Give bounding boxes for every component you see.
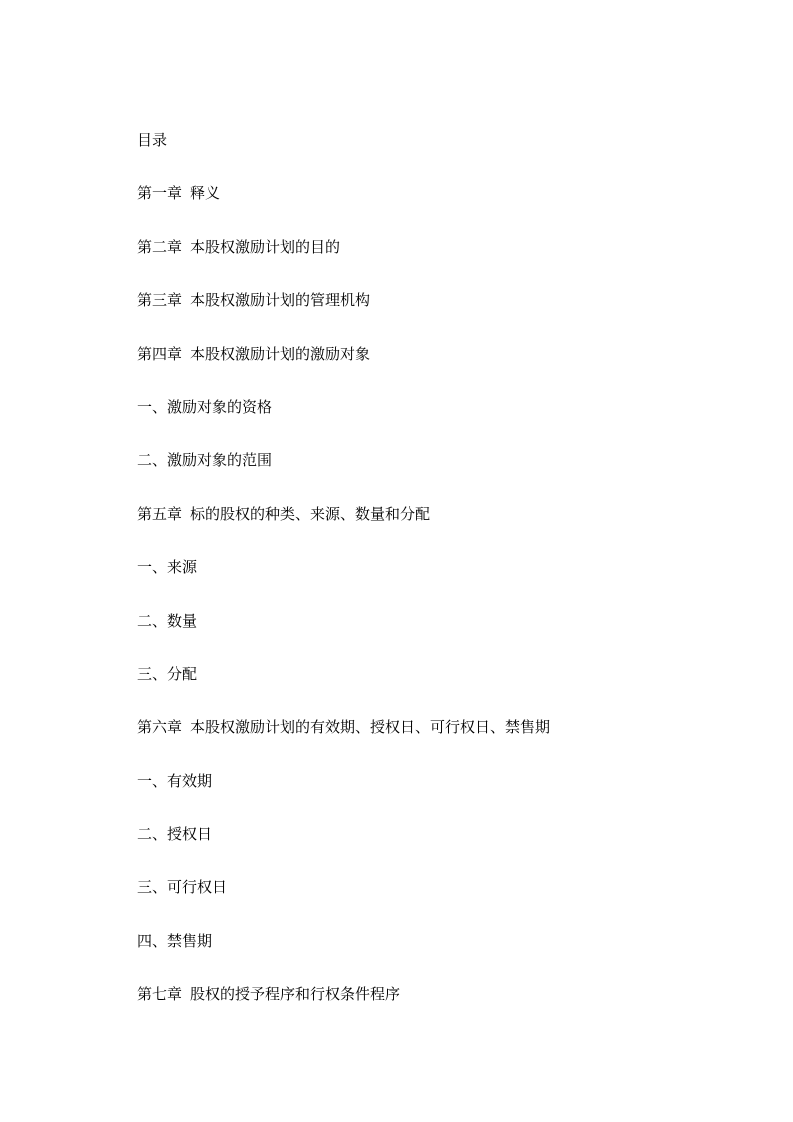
section-title: 一、有效期 [137, 771, 213, 790]
chapter-number: 第五章 [137, 504, 183, 523]
toc-entry-chapter-6 [137, 717, 737, 770]
chapter-title: 本股权激励计划的激励对象 [190, 344, 371, 363]
chapter-number: 第六章 [137, 718, 183, 737]
chapter-number: 第二章 [137, 237, 183, 256]
chapter-number: 第四章 [137, 344, 183, 363]
toc-entry-section [137, 450, 737, 503]
section-title: 三、分配 [137, 664, 198, 683]
chapter-number: 第三章 [137, 291, 183, 310]
toc-entry-chapter-1 [137, 183, 737, 236]
toc-entry-section [137, 877, 737, 930]
toc-entry-chapter-4 [137, 344, 737, 397]
section-title: 二、数量 [137, 611, 198, 630]
section-title: 一、激励对象的资格 [137, 397, 273, 416]
toc-entry-section [137, 824, 737, 877]
toc-entry-chapter-7 [137, 984, 737, 1037]
section-title: 四、禁售期 [137, 931, 213, 950]
chapter-title: 股权的授予程序和行权条件程序 [190, 985, 401, 1004]
section-title: 二、激励对象的范围 [137, 451, 273, 470]
section-title: 一、来源 [137, 558, 198, 577]
chapter-title: 释义 [190, 184, 221, 203]
toc-entry-section [137, 557, 737, 610]
toc-entry-section [137, 397, 737, 450]
chapter-number: 第七章 [137, 985, 183, 1004]
toc-entry-section [137, 771, 737, 824]
toc-entry-chapter-5 [137, 504, 737, 557]
toc-entry-chapter-2 [137, 237, 737, 290]
chapter-title: 本股权激励计划的管理机构 [190, 291, 371, 310]
section-title: 三、可行权日 [137, 878, 228, 897]
toc-title: 目录 [137, 131, 168, 149]
section-title: 二、授权日 [137, 825, 213, 844]
chapter-title: 标的股权的种类、来源、数量和分配 [190, 504, 431, 523]
chapter-title: 本股权激励计划的有效期、授权日、可行权日、禁售期 [190, 718, 551, 737]
table-of-contents [137, 130, 737, 1038]
chapter-title: 本股权激励计划的目的 [190, 237, 341, 256]
toc-entry-section [137, 931, 737, 984]
toc-entry-section [137, 611, 737, 664]
toc-entry-chapter-3 [137, 290, 737, 343]
chapter-number: 第一章 [137, 184, 183, 203]
toc-entry-section [137, 664, 737, 717]
